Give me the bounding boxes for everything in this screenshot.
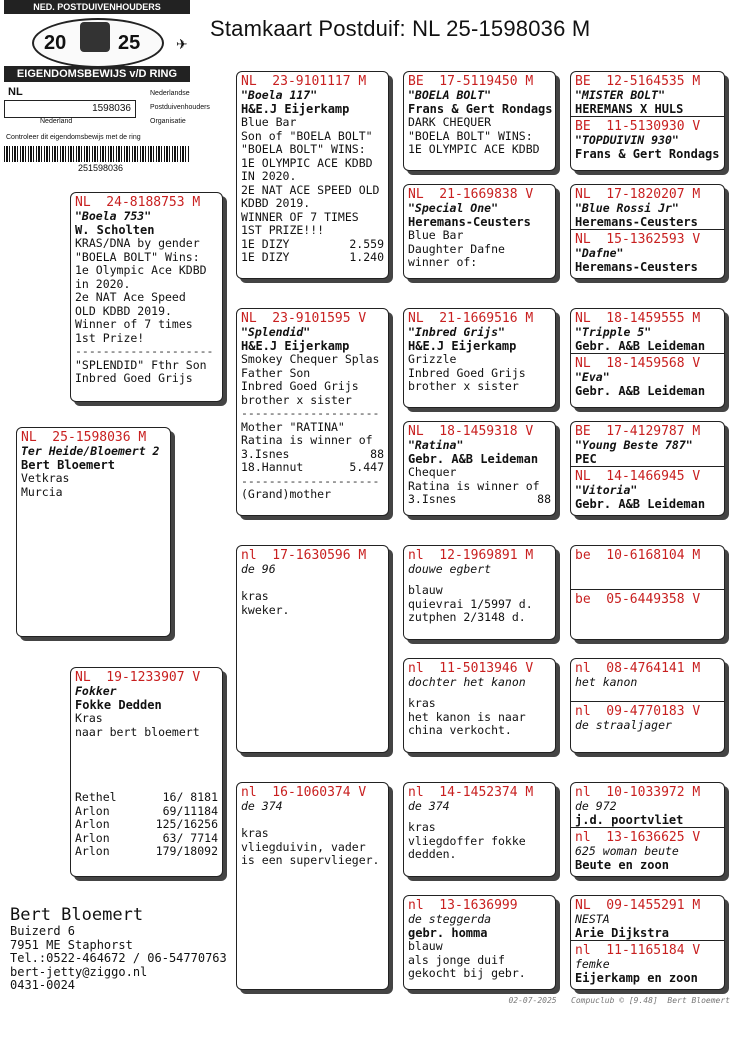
address-street: Buizerd 6	[10, 924, 76, 938]
card-ggp-pair-1	[570, 71, 725, 171]
ring-number: NL 09-1455291 M	[575, 898, 701, 913]
owner: Arie Dijkstra	[575, 926, 669, 940]
pigeon-name: "Ratina"	[408, 438, 464, 452]
info-line: "BOELA BOLT" Wins:	[75, 249, 200, 264]
info-line: het kanon is naar	[408, 709, 526, 724]
owner: H&E.J Eijerkamp	[241, 339, 350, 353]
card-mother-father	[236, 545, 389, 753]
certificate-header: EIGENDOMSBEWIJS v/D RING	[4, 66, 190, 82]
ring-number: nl 17-1630596 M	[241, 548, 367, 563]
info-line: Chequer	[408, 465, 457, 479]
barcode-text: 251598036	[78, 163, 124, 173]
footer: 02-07-2025 Compuclub © [9.48] Bert Bloemert	[508, 996, 730, 1005]
info-line: DARK CHEQUER	[408, 115, 492, 129]
info-line: Smokey Chequer Splas	[241, 352, 380, 366]
owner: PEC	[575, 452, 597, 466]
info-line: OLD KDBD 2019.	[75, 303, 172, 318]
pigeon-name: de 374	[408, 799, 450, 813]
info-line: kras	[241, 589, 269, 603]
info-line: brother x sister	[241, 392, 352, 407]
owner: Gebr. A&B Leideman	[575, 497, 706, 511]
card-fmm	[403, 421, 556, 516]
info-line: 1E OLYMPIC ACE KDBD	[408, 142, 540, 156]
owner: Heremans-Ceusters	[575, 215, 698, 229]
ring-number: NL 21-1669838 V	[408, 187, 534, 202]
pigeon-name: femke	[575, 957, 610, 971]
info-line: kweker.	[241, 602, 290, 617]
card-father-mother	[236, 308, 389, 516]
info-line: dedden.	[408, 847, 457, 861]
info-line: Mother "RATINA"	[241, 419, 345, 434]
owner: Gebr. A&B Leideman	[575, 384, 706, 398]
ring-number: BE 17-5119450 M	[408, 74, 534, 89]
info-line: winner of:	[408, 255, 478, 269]
pigeon-name: Ter Heide/Bloemert 2	[21, 444, 160, 458]
owner: Gebr. A&B Leideman	[575, 339, 706, 353]
card-fff	[403, 71, 556, 171]
info-line: kras	[241, 826, 269, 840]
info-line: in 2020.	[75, 276, 131, 291]
certificate-year-right: 25	[118, 32, 141, 54]
card-mother-mother	[236, 782, 389, 990]
owner: HEREMANS X HULS	[575, 102, 684, 116]
address-code: 0431-0024	[10, 978, 76, 992]
pigeon-name: NESTA	[575, 912, 610, 926]
info-line: Kras	[75, 711, 103, 725]
separator: --------------------	[75, 345, 214, 358]
pigeon-name: 625 woman beute	[575, 844, 679, 858]
pigeon-name: douwe egbert	[408, 562, 492, 576]
address-city: 7951 ME Staphorst	[10, 937, 133, 952]
ring-number: nl 13-1636625 V	[575, 830, 701, 845]
ring-number: nl 13-1636999	[408, 898, 518, 913]
owner: Beute en zoon	[575, 858, 669, 872]
owner: Gebr. A&B Leideman	[408, 452, 539, 466]
info-line: blauw	[408, 583, 443, 597]
pigeon-name: "Tripple 5"	[575, 325, 652, 339]
pigeon-name: "Blue Rossi Jr"	[575, 201, 679, 215]
info-line: quievrai 1/5997 d.	[408, 596, 533, 611]
result-row: Rethel 16/ 8181	[75, 790, 218, 804]
ring-number: BE 17-4129787 M	[575, 424, 701, 439]
certificate-number-box	[4, 100, 136, 118]
pigeon-name: "Boela 117"	[241, 88, 318, 102]
certificate-country: NL	[8, 86, 23, 98]
info-line: Blue Bar	[408, 228, 464, 242]
pigeon-name: "Splendid"	[241, 325, 311, 339]
info-line: Winner of 7 times	[75, 317, 193, 331]
result-row: Arlon 69/11184	[75, 803, 218, 818]
owner: Eijerkamp en zoon	[575, 971, 698, 985]
info-line: 2e NAT Ace Speed	[75, 290, 186, 304]
ring-number: be 10-6168104 M	[575, 548, 701, 563]
ring-number: NL 15-1362593 V	[575, 232, 701, 247]
info-line: als jonge duif	[408, 952, 505, 967]
breeder-name: Bert Bloemert	[10, 905, 144, 925]
separator: --------------------	[241, 474, 380, 488]
owner: Frans & Gert Rondags	[575, 147, 720, 161]
pigeon-icon: ✈	[176, 36, 188, 52]
pigeon-name: "BOELA BOLT"	[408, 88, 492, 102]
result-row: Arlon 63/ 7714	[75, 830, 218, 845]
info-line: Inbred Goed Grijs	[408, 365, 526, 380]
pigeon-name: "Vitoria"	[575, 483, 638, 497]
ring-number: nl 09-4770183 V	[575, 704, 701, 719]
result-row: 3.Isnes 88	[241, 446, 384, 461]
card-ggp-pair-7	[570, 782, 725, 877]
info-line: 2E NAT ACE SPEED OLD	[241, 182, 380, 197]
info-line: Ratina is winner of	[408, 478, 540, 493]
ring-number: NL 18-1459318 V	[408, 424, 534, 439]
card-ggp-pair-8	[570, 895, 725, 990]
certificate-number: 1598036	[92, 103, 131, 114]
owner: H&E.J Eijerkamp	[241, 102, 350, 116]
ring-certificate	[0, 0, 210, 176]
info-line: Grizzle	[408, 352, 457, 366]
info-line: 1E OLYMPIC ACE KDBD	[241, 155, 373, 170]
info-line: brother x sister	[408, 379, 519, 393]
info-line: Murcia	[21, 484, 63, 499]
owner: H&E.J Eijerkamp	[408, 339, 517, 353]
card-mmf	[403, 782, 556, 877]
owner: Frans & Gert Rondags	[408, 102, 553, 116]
owner: gebr. homma	[408, 926, 488, 940]
ring-number: NL 25-1598036 M	[21, 430, 147, 445]
info-line: kras	[408, 820, 436, 834]
pigeon-name: de steggerda	[408, 912, 492, 926]
card-ggp-pair-2	[570, 184, 725, 279]
pigeon-name: "Dafne"	[575, 246, 624, 260]
info-line: KRAS/DNA by gender	[75, 236, 200, 250]
info-line: IN 2020.	[241, 169, 297, 183]
ring-number: NL 21-1669516 M	[408, 311, 534, 326]
pigeon-name: het kanon	[575, 675, 638, 689]
info-line: "BOELA BOLT" WINS:	[241, 142, 366, 156]
certificate-org: NED. POSTDUIVENHOUDERS	[4, 0, 190, 14]
info-line: Father Son	[241, 365, 311, 380]
pigeon-name: Fokker	[75, 684, 117, 698]
info-line: 1st Prize!	[75, 330, 145, 345]
pigeon-name: de 96	[241, 562, 276, 576]
ring-number: nl 12-1969891 M	[408, 548, 534, 563]
info-line: vliegduivin, vader	[241, 839, 366, 854]
result-row: Arlon 125/16256	[75, 817, 218, 831]
ring-number: nl 10-1033972 M	[575, 785, 701, 800]
certificate-year-left: 20	[44, 32, 67, 54]
result-row: 3.Isnes 88	[408, 492, 551, 506]
owner: Heremans-Ceusters	[575, 260, 698, 274]
certificate-org-word-1: Nederlandse	[150, 90, 190, 97]
page-title: Stamkaart Postduif: NL 25-1598036 M	[210, 16, 591, 41]
card-ggp-pair-4	[570, 421, 725, 516]
info-line: (Grand)mother	[241, 487, 332, 501]
ring-number: nl 16-1060374 V	[241, 785, 367, 800]
ring-number: NL 23-9101117 M	[241, 74, 367, 89]
info-line: Inbred Goed Grijs	[241, 379, 359, 393]
info-line: zutphen 2/3148 d.	[408, 610, 526, 624]
ring-number: NL 23-9101595 V	[241, 311, 367, 326]
owner: Fokke Dedden	[75, 698, 162, 712]
ring-number: BE 12-5164535 M	[575, 74, 701, 89]
owner: Bert Bloemert	[21, 458, 115, 472]
pigeon-name: de 374	[241, 799, 283, 813]
pigeon-name: "Eva"	[575, 370, 610, 384]
pigeon-name: dochter het kanon	[408, 675, 526, 689]
ring-number: NL 14-1466945 V	[575, 469, 701, 484]
info-line: Inbred Goed Grijs	[75, 371, 193, 385]
breeder-address	[10, 905, 227, 993]
card-father-father	[236, 71, 389, 279]
result-row: 1E DIZY 2.559	[241, 236, 384, 251]
certificate-org-word-3: Organisatie	[150, 118, 186, 125]
card-ggp-pair-6	[570, 658, 725, 753]
pigeon-name: "Special One"	[408, 201, 499, 215]
card-fmf	[403, 308, 556, 408]
info-line: "BOELA BOLT" WINS:	[408, 128, 533, 143]
info-line: WINNER OF 7 TIMES	[241, 209, 359, 224]
ring-number: nl 14-1452374 M	[408, 785, 534, 800]
info-line: 1e Olympic Ace KDBD	[75, 263, 207, 277]
info-line: naar bert bloemert	[75, 724, 200, 739]
info-line: 1ST PRIZE!!!	[241, 223, 325, 237]
ring-number: NL 18-1459568 V	[575, 356, 701, 371]
card-mff	[403, 545, 556, 640]
ring-number: NL 19-1233907 V	[75, 670, 201, 685]
owner: j.d. poortvliet	[575, 813, 684, 827]
info-line: Vetkras	[21, 471, 70, 485]
address-email: bert-jetty@ziggo.nl	[10, 964, 148, 979]
ring-number: be 05-6449358 V	[575, 592, 701, 607]
lion-emblem-icon	[80, 22, 110, 52]
address-phone: Tel.:0522-464672 / 06-54770763	[10, 951, 227, 965]
certificate-notice: Controleer dit eigendomsbewijs met de ring	[6, 134, 141, 141]
pigeon-name: "Boela 753"	[75, 209, 152, 223]
info-line: Daughter Dafne	[408, 241, 505, 256]
card-father	[70, 192, 223, 402]
info-line: "SPLENDID" Fthr Son	[75, 357, 207, 372]
card-ggp-pair-3	[570, 308, 725, 408]
info-line: Blue Bar	[241, 115, 297, 129]
ring-number: NL 24-8188753 M	[75, 195, 201, 210]
ring-number: NL 18-1459555 M	[575, 311, 701, 326]
info-line: vliegdoffer fokke	[408, 833, 526, 848]
info-line: gekocht bij gebr.	[408, 966, 526, 980]
pigeon-name: "Inbred Grijs"	[408, 325, 505, 339]
ring-number: nl 11-1165184 V	[575, 943, 701, 958]
info-line: kras	[408, 696, 436, 710]
info-line: Ratina is winner of	[241, 433, 373, 447]
info-line: KDBD 2019.	[241, 196, 311, 210]
pigeon-name: de 972	[575, 799, 617, 813]
result-row: 1E DIZY 1.240	[241, 250, 384, 264]
info-line: is een supervlieger.	[241, 853, 380, 867]
ring-number: NL 17-1820207 M	[575, 187, 701, 202]
card-mmm	[403, 895, 556, 990]
result-row: 18.Hannut 5.447	[241, 460, 384, 474]
certificate-org-word-2: Postduivenhouders	[150, 104, 210, 111]
barcode	[4, 146, 190, 162]
owner: Heremans-Ceusters	[408, 215, 531, 229]
card-subject	[16, 427, 171, 637]
info-line: blauw	[408, 939, 443, 953]
card-mother	[70, 667, 223, 877]
info-line: china verkocht.	[408, 723, 512, 737]
pigeon-name: "TOPDUIVIN 930"	[575, 133, 679, 147]
ring-number: BE 11-5130930 V	[575, 119, 701, 134]
card-ggp-pair-5	[570, 545, 725, 640]
info-line: Son of "BOELA BOLT"	[241, 128, 373, 143]
ring-number: nl 08-4764141 M	[575, 661, 701, 676]
card-mfm	[403, 658, 556, 753]
result-row: Arlon 179/18092	[75, 844, 218, 858]
ring-number: nl 11-5013946 V	[408, 661, 534, 676]
pigeon-name: "MISTER BOLT"	[575, 88, 666, 102]
owner: W. Scholten	[75, 223, 155, 237]
certificate-country-label: Nederland	[40, 118, 73, 125]
separator: --------------------	[241, 407, 380, 420]
pigeon-name: de straaljager	[575, 718, 672, 732]
pigeon-name: "Young Beste 787"	[575, 438, 693, 452]
card-ffm	[403, 184, 556, 279]
